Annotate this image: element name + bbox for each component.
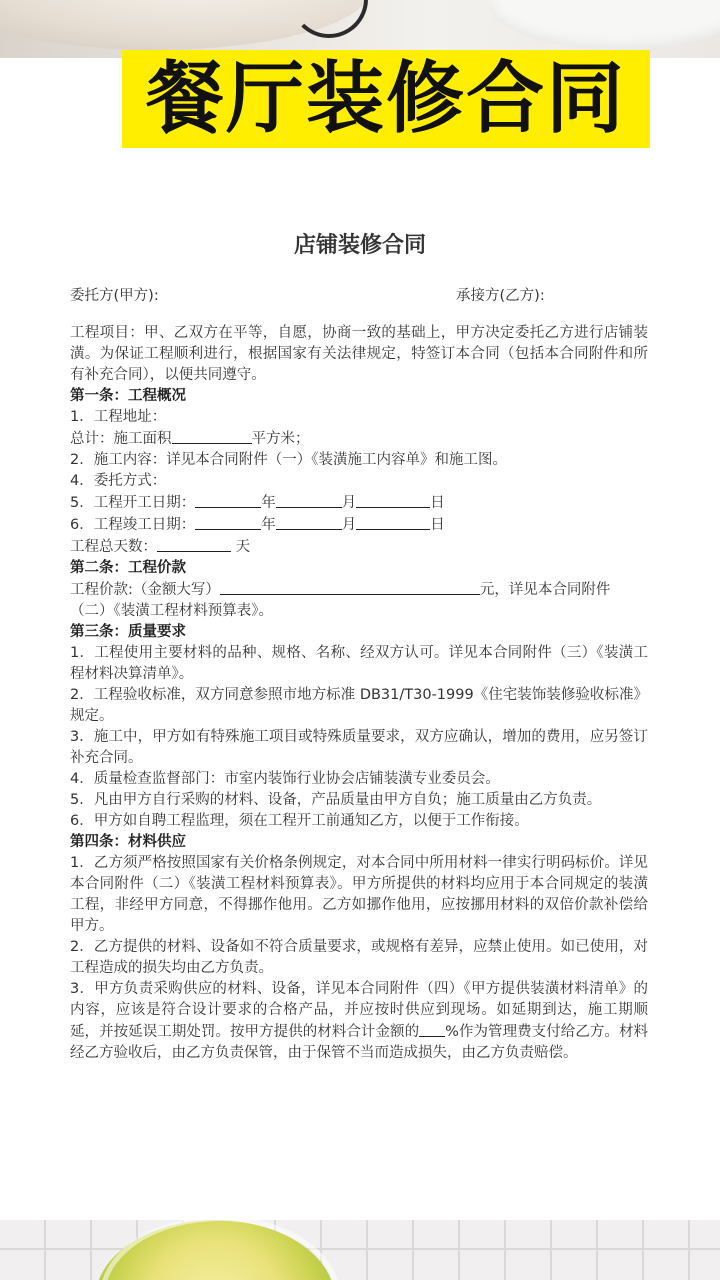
end-month-blank (276, 514, 342, 530)
end-day-blank (356, 514, 430, 530)
party-b-label: 承接方(乙方): (456, 288, 545, 304)
section-1-heading: 第一条：工程概况 (70, 388, 186, 404)
price-attachment: （二）《装潢工程材料预算表》。 (70, 603, 273, 619)
start-year-blank (195, 492, 261, 508)
month-label: 月 (341, 517, 357, 533)
end-date-label: 6．工程竣工日期： (70, 517, 196, 533)
construction-area (70, 428, 648, 450)
contract-document (0, 148, 720, 1220)
section-4-heading: 第四条：材料供应 (70, 834, 186, 850)
area-unit: 平方米； (251, 431, 310, 447)
section-3-heading: 第三条：质量要求 (70, 624, 186, 640)
end-date (70, 514, 648, 536)
material-item: 2．乙方提供的材料、设备如不符合质量要求，或规格有差异，应禁止使用。如已使用，对工程造成的损失均由乙方负责。 (70, 939, 648, 976)
quality-item: 1．工程使用主要材料的品种、规格、名称、经双方认可。详见本合同附件（三）《装潢工程材料决算清单》。 (70, 645, 648, 682)
day-label: 日 (430, 517, 445, 533)
section-2-heading: 第二条：工程价款 (70, 560, 186, 576)
month-label: 月 (341, 495, 357, 511)
end-year-blank (195, 514, 261, 530)
fee-percent-blank (419, 1021, 445, 1037)
material-item-3-text: 3．甲方负责采购供应的材料、设备，详见本合同附件（四）《甲方提供装潢材料清单》的内容，应该是符合设计要求的合格产品，并应按时供应到现场。如延期到达，施工期顺延，并按延误工期处罚。按甲方提供的材料合计金额的 (70, 981, 648, 1040)
construction-content: 2．施工内容：详见本合同附件（一）《装潢施工内容单》和施工图。 (70, 452, 507, 468)
lemon-rim (100, 1220, 340, 1280)
commission-method: 4．委托方式： (70, 473, 167, 489)
party-a-label: 委托方(甲方): (70, 288, 159, 304)
area-label: 总计：施工面积 (70, 431, 172, 447)
quality-item: 2．工程验收标准，双方同意参照市地方标准 DB31/T30-1999《住宅装饰装修验收标准》规定。 (70, 687, 648, 724)
price-blank (220, 579, 480, 595)
start-date-label: 5．工程开工日期： (70, 495, 196, 511)
quality-item: 5．凡由甲方自行采购的材料、设备，产品质量由甲方自负；施工质量由乙方负责。 (70, 792, 602, 808)
quality-item: 3．施工中，甲方如有特殊施工项目或特殊质量要求，双方应确认，增加的费用，应另签订补充合同。 (70, 729, 648, 766)
banner-title: 餐厅装修合同 (145, 54, 626, 144)
start-date (70, 492, 648, 514)
year-label: 年 (261, 495, 276, 511)
title-banner (122, 50, 650, 148)
material-item: 1．乙方须严格按照国家有关价格条例规定，对本合同中所用材料一律实行明码标价。详见本合同附件（二）《装潢工程材料预算表》。甲方所提供的材料均应用于本合同规定的装潢工程，非经甲方同意，不得挪作他用。乙方如挪作他用，应按挪用材料的双倍价款补偿给甲方。 (70, 855, 648, 934)
price-suffix: 元，详见本合同附件 (479, 582, 611, 598)
material-item (70, 979, 648, 1064)
contract-body (70, 323, 648, 1064)
intro-paragraph: 工程项目：甲、乙双方在平等，自愿，协商一致的基础上，甲方决定委托乙方进行店铺装潢。为保证工程顺利进行，根据国家有关法律规定，特签订本合同（包括本合同附件和所有补充合同），以便共同遵守。 (70, 325, 648, 383)
price-label: 工程价款:（金额大写） (70, 582, 220, 598)
total-days (70, 536, 648, 558)
bottom-photo-strip (0, 1220, 720, 1280)
days-unit: 天 (235, 539, 251, 555)
start-month-blank (276, 492, 342, 508)
total-days-blank (157, 536, 231, 552)
day-label: 日 (430, 495, 445, 511)
area-blank (172, 428, 252, 444)
project-price (70, 579, 648, 601)
document-title: 店铺装修合同 (293, 233, 426, 258)
year-label: 年 (261, 517, 276, 533)
plate-photo (490, 0, 720, 50)
total-days-label: 工程总天数： (70, 539, 157, 555)
quality-item: 4．质量检查监督部门：市室内装饰行业协会店铺装潢专业委员会。 (70, 771, 500, 787)
material-item-3-text-end: %作为管理费支付给乙方。材料经乙方验收后，由乙方负责保管，由于保管不当而造成损失，由乙方负责赔偿。 (70, 1024, 649, 1061)
tile-grout (0, 1248, 720, 1250)
quality-item: 6．甲方如自聘工程监理，须在工程开工前通知乙方，以便于工作衔接。 (70, 813, 529, 829)
start-day-blank (356, 492, 430, 508)
project-address: 1．工程地址： (70, 409, 167, 425)
